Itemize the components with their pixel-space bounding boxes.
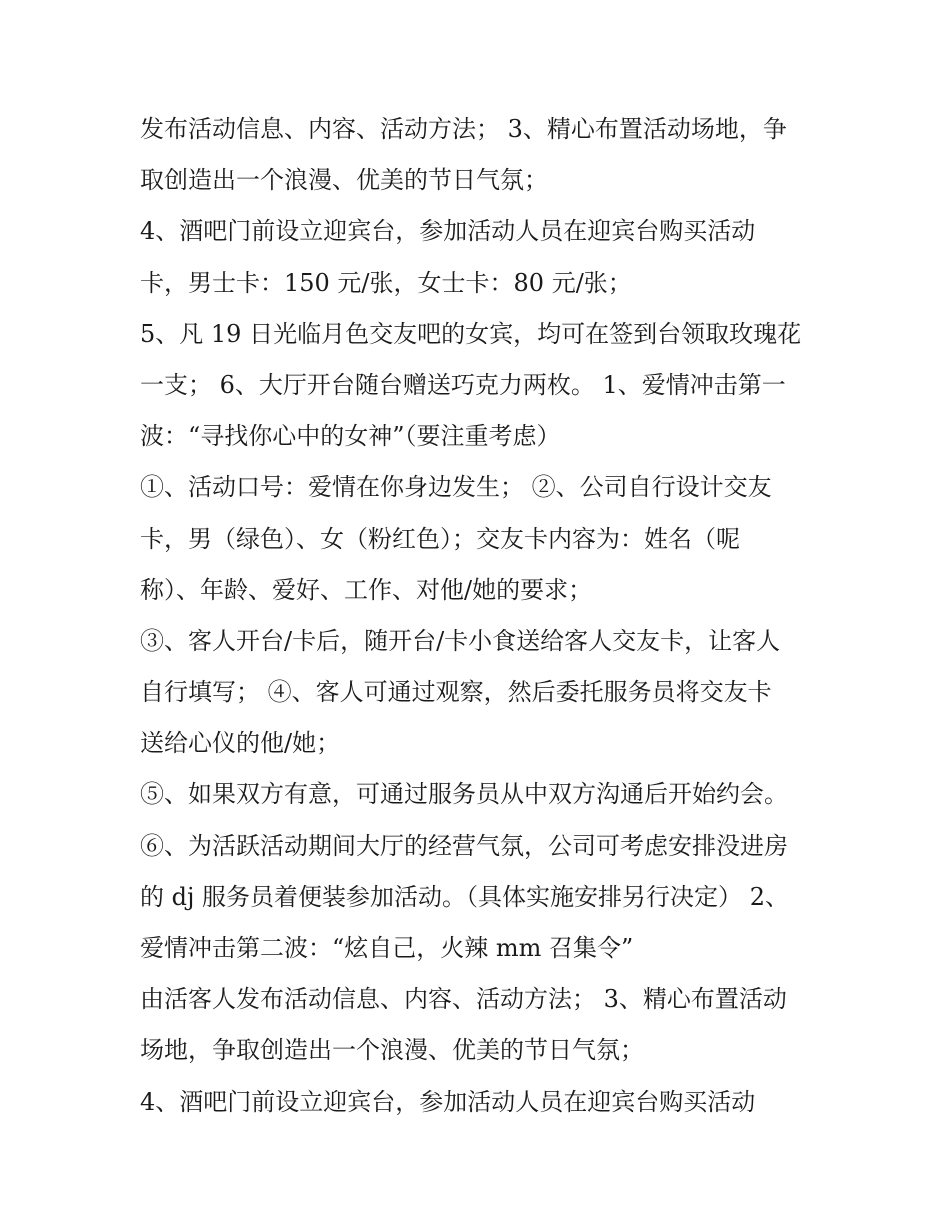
text-line: ⑤、如果双方有意，可通过服务员从中双方沟通后开始约会。	[140, 780, 788, 809]
text-line: 由活客人发布活动信息、内容、活动方法； 3、精心布置活动	[140, 985, 787, 1014]
text-line: 爱情冲击第二波：“炫自己，火辣 mm 召集令”	[140, 934, 634, 962]
text-line: 的 dj 服务员着便装参加活动。（具体实施安排另行决定） 2、	[140, 882, 789, 911]
document-body	[140, 104, 840, 1128]
text-line: ①、活动口号：爱情在你身边发生； ②、公司自行设计交友	[140, 473, 772, 502]
text-line: 4、酒吧门前设立迎宾台，参加活动人员在迎宾台购买活动	[140, 217, 756, 246]
text-line: 取创造出一个浪漫、优美的节日气氛；	[140, 166, 548, 195]
text-line: 送给心仪的他/她；	[140, 729, 341, 758]
text-line: 发布活动信息、内容、活动方法； 3、精心布置活动场地，争	[140, 115, 787, 143]
text-line: ⑥、为活跃活动期间大厅的经营气氛，公司可考虑安排没进房	[140, 831, 788, 860]
text-line: ③、客人开台/卡后，随开台/卡小食送给客人交友卡，让客人	[140, 626, 781, 655]
text-line: 自行填写； ④、客人可通过观察，然后委托服务员将交友卡	[140, 678, 772, 707]
text-line: 卡，男（绿色）、女（粉红色）；交友卡内容为：姓名（呢	[140, 524, 740, 553]
text-line: 卡，男士卡：150 元/张，女士卡：80 元/张；	[140, 268, 632, 297]
text-line: 波：“寻找你心中的女神”（要注重考虑）	[140, 422, 561, 451]
text-line: 4、酒吧门前设立迎宾台，参加活动人员在迎宾台购买活动	[140, 1087, 756, 1116]
text-line: 一支； 6、大厅开台随台赠送巧克力两枚。 1、爱情冲击第一	[140, 370, 786, 399]
text-line: 5、凡 19 日光临月色交友吧的女宾，均可在签到台领取玫瑰花	[140, 319, 802, 348]
text-line: 场地，争取创造出一个浪漫、优美的节日气氛；	[140, 1036, 644, 1065]
text-line: 称）、年龄、爱好、工作、对他/她的要求；	[140, 575, 593, 604]
